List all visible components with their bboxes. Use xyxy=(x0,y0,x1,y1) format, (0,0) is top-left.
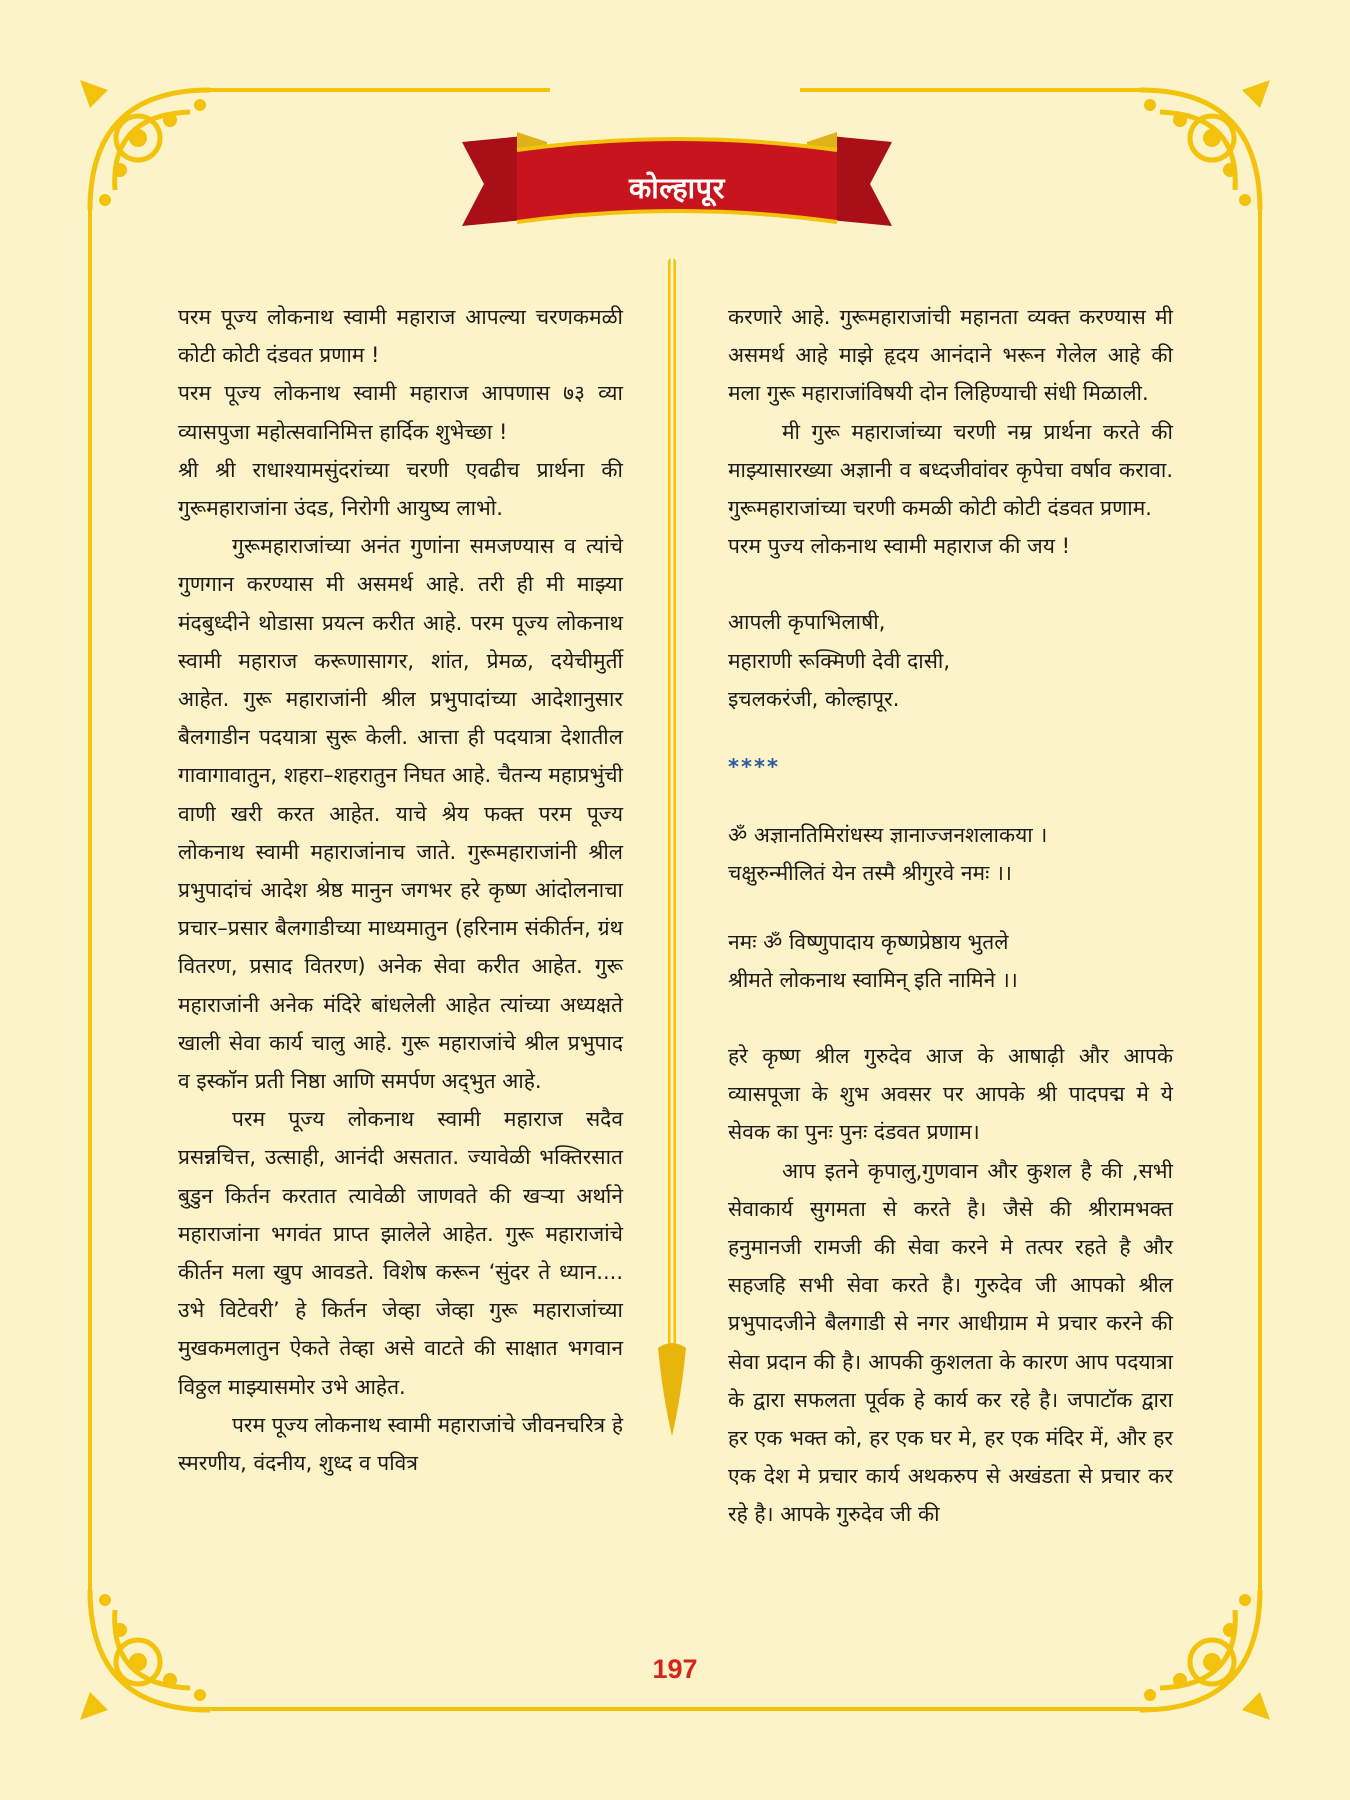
left-paragraph-6: परम पूज्य लोकनाथ स्वामी महाराजांचे जीवनचरित्र हे स्मरणीय, वंदनीय, शुध्द व पवित्र xyxy=(178,1412,623,1476)
section-separator: **** xyxy=(728,755,780,780)
hindi-paragraph-1: हरे कृष्ण श्रील गुरुदेव आज के आषाढ़ी और आपके व्यासपूजा के शुभ अवसर पर आपके श्री पादपद्म मे ये सेवक का पुनः पुनः दंडवत प्रणाम। xyxy=(728,1044,1173,1145)
verse-1-line-2: चक्षुरुन्मीलितं येन तस्मै श्रीगुरवे नमः ।। xyxy=(728,861,1012,886)
frame-top-line-right xyxy=(800,88,1155,92)
frame-left-line xyxy=(88,195,92,1605)
right-paragraph-3: परम पुज्य लोकनाथ स्वामी महाराज की जय ! xyxy=(728,534,1071,559)
frame-bottom-line xyxy=(195,1707,1155,1711)
corner-ornament-top-right xyxy=(1115,60,1290,235)
spacer xyxy=(728,999,1173,1037)
right-column xyxy=(728,298,1173,1534)
verse-2-line-2: श्रीमते लोकनाथ स्वामिन् इति नामिने ।। xyxy=(728,967,1018,992)
signature-line-3: इचलकरंजी, कोल्हापूर. xyxy=(728,686,900,711)
verse-2-line-1: नमः ॐ विष्णुपादाय कृष्णप्रेष्ठाय भुतले xyxy=(728,929,1009,954)
left-paragraph-1: परम पूज्य लोकनाथ स्वामी महाराज आपल्या चरणकमळी कोटी कोटी दंडवत प्रणाम ! xyxy=(178,305,623,368)
signature-line-1: आपली कृपाभिलाषी, xyxy=(728,610,886,635)
signature-line-2: महाराणी रूक्मिणी देवी दासी, xyxy=(728,648,951,673)
hindi-paragraph-2: आप इतने कृपालु,गुणवान और कुशल है की ,सभी सेवाकार्य सुगमता से करते है। जैसे की श्रीरामभक्त हनुमानजी रामजी की सेवा करने मे तत्पर रहते है और सहजहि सभी सेवा करते है। गुरुदेव जी आपको श्रील प्रभुपादजीने बैलगाडी से नगर आधीग्राम मे प्रचार करने की सेवा प्रदान की है। आपकी कुशलता के कारण आप पदयात्रा के द्वारा सफलता पूर्वक हे कार्य कर रहे है। जपाटॉक द्वारा हर एक भक्त को, हर एक घर मे, हर एक मंदिर में, और हर एक देश मे प्रचार कार्य अथकरुप से अखंडता से प्रचार कर रहे है। आपके गुरुदेव जी की xyxy=(728,1158,1173,1527)
corner-ornament-bottom-right xyxy=(1115,1565,1290,1740)
spacer xyxy=(728,718,1173,748)
corner-ornament-top-left xyxy=(60,60,235,235)
left-paragraph-2: परम पूज्य लोकनाथ स्वामी महाराज आपणास ७३ व्या व्यासपुजा महोत्सवानिमित्त हार्दिक शुभेच्छा ! xyxy=(178,381,623,444)
right-paragraph-2: मी गुरू महाराजांच्या चरणी नम्र प्रार्थना करते की माझ्यासारख्या अज्ञानी व बध्दजीवांवर कृपेचा वर्षाव करावा. गुरूमहाराजांच्या चरणी कमळी कोटी कोटी दंडवत प्रणाम. xyxy=(728,419,1173,521)
right-paragraph-1: करणारे आहे. गुरूमहाराजांची महानता व्यक्त करण्यास मी असमर्थ आहे माझे हृदय आनंदाने भरून गेलेल आहे की मला गुरू महाराजांविषयी दोन लिहिण्याची संधी मिळाली. xyxy=(728,305,1173,406)
spacer xyxy=(728,786,1173,816)
left-paragraph-3: श्री श्री राधाश्यामसुंदरांच्या चरणी एवढीच प्रार्थना की गुरूमहाराजांना उंदड, निरोगी आयुष्य लाभो. xyxy=(178,457,623,521)
frame-right-line xyxy=(1258,195,1262,1605)
frame-top-line-left xyxy=(195,88,550,92)
column-divider xyxy=(655,258,689,1438)
verse-1-line-1: ॐ अज्ञानतिमिरांधस्य ज्ञानाज्जनशलाकया । xyxy=(728,823,1048,848)
spacer xyxy=(728,565,1173,603)
left-paragraph-4: गुरूमहाराजांच्या अनंत गुणांना समजण्यास व त्यांचे गुणगान करण्यास मी असमर्थ आहे. तरी ही मी माझ्या मंदबुध्दीने थोडासा प्रयत्न करीत आहे. परम पूज्य लोकनाथ स्वामी महाराज करूणासागर, शांत, प्रेमळ, दयेचीमुर्ती आहेत. गुरू महाराजांनी श्रील प्रभुपादांच्या आदेशानुसार बैलगाडीन पदयात्रा सुरू केली. आत्ता ही पदयात्रा देशातील गावागावातुन, शहरा–शहरातुन निघत आहे. चैतन्य महाप्रभुंची वाणी खरी करत आहेत. याचे श्रेय फक्त परम पूज्य लोकनाथ स्वामी महाराजांनाच जाते. गुरूमहाराजांनी श्रील प्रभुपादांचं आदेश श्रेष्ठ मानुन जगभर हरे कृष्ण आंदोलनाचा प्रचार–प्रसार बैलगाडीच्या माध्यमातुन (हरिनाम संकीर्तन, ग्रंथ वितरण, प्रसाद वितरण) अनेक सेवा करीत आहेत. गुरू महाराजांनी अनेक मंदिरे बांधलेली आहेत त्यांच्या अध्यक्षते खाली सेवा कार्य चालु आहे. गुरू महाराजांचे श्रील प्रभुपाद व इस्कॉन प्रती निष्ठा आणि समर्पण अद्‌भुत आहे. xyxy=(178,534,623,1094)
spacer xyxy=(728,893,1173,923)
corner-ornament-bottom-left xyxy=(60,1565,235,1740)
banner-title: कोल्हापूर xyxy=(628,171,726,205)
left-paragraph-5: परम पूज्य लोकनाथ स्वामी महाराज सदैव प्रसन्नचित्त, उत्साही, आनंदी असतात. ज्यावेळी भक्तिरसात बुडुन किर्तन करतात त्यावेळी जाणवते की खऱ्या अर्थाने महाराजांना भगवंत प्राप्त झालेले आहेत. गुरू महाराजांचे कीर्तन मला खुप आवडते. विशेष करून ‘सुंदर ते ध्यान.... उभे विटेवरी’ हे किर्तन जेव्हा जेव्हा गुरू महाराजांच्या मुखकमलातुन ऐकते तेव्हा असे वाटते की साक्षात भगवान विठ्ठल माझ्यासमोर उभे आहेत. xyxy=(178,1107,623,1399)
page-number: 197 xyxy=(652,1654,698,1684)
left-column xyxy=(178,298,623,1482)
